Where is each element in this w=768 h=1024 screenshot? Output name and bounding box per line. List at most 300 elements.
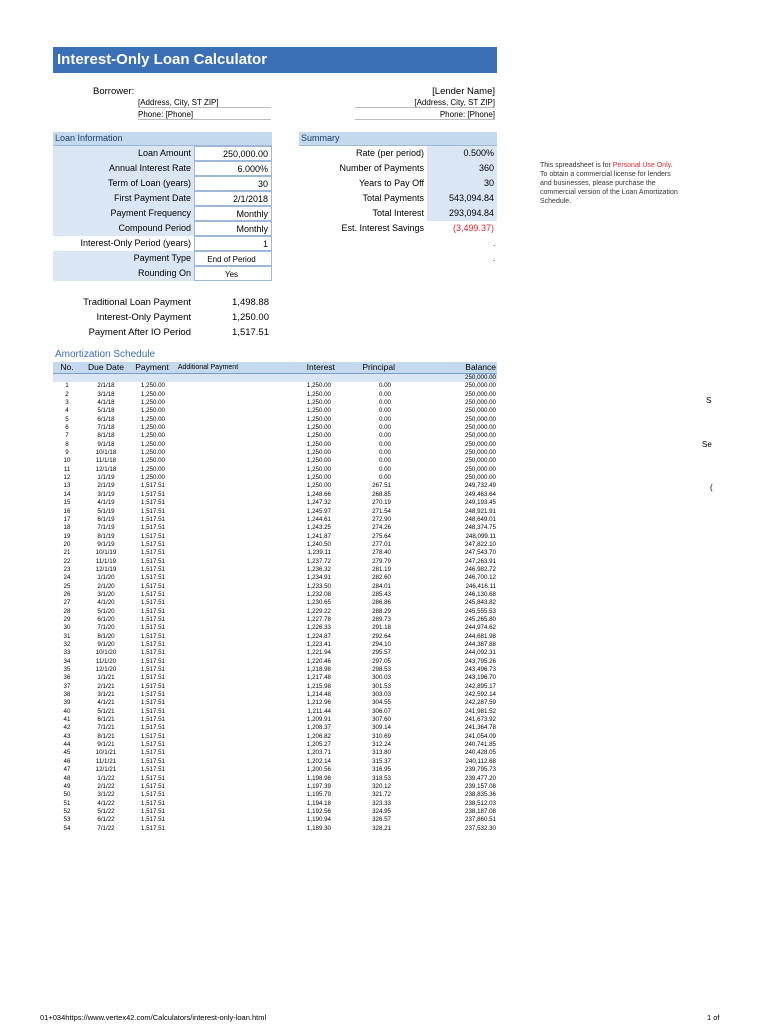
row-additional — [173, 699, 243, 707]
row-no: 16 — [63, 507, 71, 515]
personal-use-link[interactable]: Personal Use Only — [612, 162, 671, 169]
row-principal: 288.29 — [372, 607, 391, 615]
row-additional — [173, 432, 243, 440]
table-row — [53, 416, 497, 424]
row-due-date: 3/1/20 — [97, 590, 115, 598]
table-row — [53, 558, 497, 566]
row-no: 34 — [63, 657, 71, 665]
row-interest: 1,250.00 — [306, 457, 331, 465]
row-balance: 244,387.88 — [465, 641, 496, 648]
row-additional — [173, 825, 243, 833]
row-additional — [173, 783, 243, 791]
note-line3: and businesses, please purchase the — [540, 180, 656, 187]
row-principal: 312.24 — [372, 741, 391, 749]
row-principal: 274.26 — [372, 524, 391, 532]
row-due-date: 2/1/19 — [97, 482, 115, 490]
row-principal: 321.72 — [372, 791, 391, 799]
row-principal: 0.00 — [378, 432, 391, 440]
row-no: 26 — [63, 590, 71, 598]
row-interest: 1,240.50 — [306, 540, 331, 548]
row-no: 37 — [63, 682, 71, 690]
row-additional — [173, 541, 243, 549]
row-additional — [173, 391, 243, 399]
row-balance: 245,843.82 — [465, 599, 496, 607]
note-line2: To obtain a commercial license for lenders — [540, 171, 671, 178]
row-balance: 245,555.53 — [465, 607, 496, 615]
row-due-date: 10/1/20 — [95, 649, 117, 657]
row-payment: 1,517.51 — [140, 674, 165, 682]
row-no: 42 — [63, 724, 71, 732]
row-principal: 286.86 — [372, 599, 391, 607]
table-row — [53, 441, 497, 449]
row-principal: 281.19 — [372, 565, 391, 573]
row-additional — [173, 749, 243, 757]
note-line1-pre: This spreadsheet is for — [540, 162, 613, 169]
row-balance: 238,835.36 — [465, 791, 496, 799]
row-additional — [173, 508, 243, 516]
row-principal: 0.00 — [378, 415, 391, 423]
row-additional — [173, 566, 243, 574]
summary-row — [299, 161, 497, 176]
row-principal: 298.53 — [372, 666, 391, 674]
row-no: 51 — [63, 799, 71, 807]
loan-info-row — [53, 146, 272, 161]
row-no: 2 — [65, 390, 69, 398]
col-payment-header: Payment — [131, 362, 173, 374]
row-balance: 241,054.09 — [465, 732, 496, 740]
lender-name: [Lender Name] — [432, 86, 495, 97]
row-principal: 297.05 — [372, 657, 391, 665]
years-to-pay-off-value: 30 — [427, 176, 497, 191]
row-payment: 1,517.51 — [140, 816, 165, 824]
compound-period-select[interactable]: Monthly — [194, 221, 272, 236]
row-due-date: 5/1/21 — [97, 707, 115, 715]
table-row — [53, 382, 497, 390]
payment-row — [53, 310, 272, 325]
row-principal: 275.64 — [372, 532, 391, 540]
row-no: 14 — [63, 490, 71, 498]
row-additional — [173, 382, 243, 390]
row-due-date: 7/1/18 — [97, 424, 115, 432]
table-row — [53, 791, 497, 799]
row-no: 10 — [63, 457, 71, 465]
row-payment: 1,250.00 — [140, 424, 165, 432]
row-additional — [173, 791, 243, 799]
row-payment: 1,250.00 — [140, 399, 165, 407]
row-balance: 238,512.03 — [465, 799, 496, 807]
loan-term-label: Term of Loan (years) — [53, 176, 194, 191]
interest-rate-input[interactable]: 6.000% — [194, 161, 272, 176]
row-principal: 295.57 — [372, 649, 391, 657]
row-balance: 250,000.00 — [465, 449, 496, 457]
row-due-date: 5/1/19 — [97, 507, 115, 515]
note-line4: commercial version of the Loan Amortization — [540, 189, 678, 196]
loan-term-input[interactable]: 30 — [194, 176, 272, 191]
row-balance: 244,092.31 — [465, 649, 496, 657]
payment-frequency-select[interactable]: Monthly — [194, 206, 272, 221]
row-payment: 1,517.51 — [140, 574, 165, 582]
row-balance: 240,428.05 — [465, 749, 496, 757]
table-row — [53, 391, 497, 399]
row-payment: 1,517.51 — [140, 490, 165, 498]
row-due-date: 2/1/18 — [97, 382, 115, 390]
row-additional — [173, 624, 243, 632]
row-no: 27 — [63, 599, 71, 607]
row-principal: 0.00 — [378, 457, 391, 465]
table-row — [53, 449, 497, 457]
row-due-date: 4/1/21 — [97, 699, 115, 707]
row-interest: 1,211.44 — [307, 707, 331, 715]
row-interest: 1,206.82 — [306, 732, 331, 740]
row-interest: 1,250.00 — [306, 474, 331, 482]
row-additional — [173, 691, 243, 699]
row-no: 39 — [63, 699, 71, 707]
row-due-date: 6/1/22 — [97, 816, 115, 824]
row-principal: 285.43 — [372, 590, 391, 598]
table-row — [53, 466, 497, 474]
table-row — [53, 474, 497, 482]
row-no: 18 — [63, 524, 71, 532]
table-row — [53, 691, 497, 699]
row-due-date: 1/1/21 — [97, 674, 115, 682]
table-row — [53, 641, 497, 649]
footer-url: 01+034https://www.vertex42.com/Calculators/interest-only-loan.html — [40, 1013, 267, 1022]
row-additional — [173, 808, 243, 816]
traditional-payment-label: Traditional Loan Payment — [83, 297, 191, 308]
row-no: 12 — [63, 474, 71, 482]
row-due-date: 12/1/18 — [95, 465, 117, 473]
row-no: 8 — [65, 440, 69, 448]
row-balance: 245,265.80 — [465, 615, 496, 623]
col-interest-header: Interest — [243, 362, 339, 374]
loan-info-row — [53, 266, 272, 281]
row-interest: 1,223.41 — [306, 641, 331, 648]
table-row — [53, 616, 497, 624]
row-additional — [173, 766, 243, 774]
schedule-header-row — [53, 362, 497, 374]
row-principal: 289.73 — [372, 615, 391, 623]
row-principal: 0.00 — [378, 474, 391, 482]
row-due-date: 8/1/21 — [97, 732, 115, 740]
row-additional — [173, 524, 243, 532]
table-row — [53, 608, 497, 616]
row-additional — [173, 399, 243, 407]
row-payment: 1,250.00 — [140, 449, 165, 457]
row-principal: 304.55 — [372, 699, 391, 707]
row-no: 15 — [63, 499, 71, 507]
loan-info-row — [53, 221, 272, 236]
row-balance: 241,673.92 — [465, 716, 496, 724]
row-interest: 1,218.98 — [306, 666, 331, 674]
dot-marker: . — [493, 239, 496, 248]
row-payment: 1,517.51 — [140, 624, 165, 632]
row-balance: 250,000.00 — [465, 399, 496, 407]
row-no: 36 — [63, 674, 71, 682]
row-no: 47 — [63, 766, 71, 774]
table-row — [53, 666, 497, 674]
row-principal: 323.33 — [372, 799, 391, 807]
summary-header: Summary — [299, 132, 497, 146]
loan-info-header: Loan Information — [53, 132, 272, 146]
row-additional — [173, 816, 243, 824]
row-payment: 1,517.51 — [140, 641, 165, 648]
row-due-date: 12/1/21 — [95, 766, 117, 774]
row-balance: 250,000.00 — [465, 382, 496, 390]
row-no: 7 — [65, 432, 69, 440]
table-row — [53, 583, 497, 591]
table-row — [53, 749, 497, 757]
total-payments-label: Total Payments — [362, 193, 424, 203]
row-additional — [173, 499, 243, 507]
row-interest: 1,221.94 — [306, 649, 331, 657]
loan-info-row — [53, 176, 272, 191]
row-no: 45 — [63, 749, 71, 757]
table-row — [53, 566, 497, 574]
row-payment: 1,517.51 — [140, 549, 165, 557]
opening-balance: 250,000.00 — [465, 374, 496, 381]
cutoff-text: S — [706, 396, 712, 405]
loan-info-row — [53, 161, 272, 176]
loan-info-row — [53, 251, 272, 266]
row-additional — [173, 424, 243, 432]
row-interest: 1,220.46 — [306, 657, 331, 665]
table-row — [53, 482, 497, 490]
row-due-date: 3/1/21 — [97, 691, 115, 699]
row-principal: 307.60 — [372, 716, 391, 724]
row-additional — [173, 641, 243, 649]
rounding-select[interactable]: Yes — [194, 266, 272, 281]
row-balance: 248,099.11 — [465, 532, 496, 540]
row-additional — [173, 457, 243, 465]
payment-type-select[interactable]: End of Period — [194, 251, 272, 266]
table-row — [53, 633, 497, 641]
row-balance: 243,196.70 — [465, 674, 496, 682]
row-due-date: 12/1/19 — [95, 565, 117, 573]
row-interest: 1,236.32 — [306, 565, 331, 573]
row-principal: 309.14 — [372, 724, 391, 732]
row-payment: 1,517.51 — [140, 582, 165, 590]
table-row — [53, 432, 497, 440]
row-additional — [173, 466, 243, 474]
row-no: 19 — [63, 532, 71, 540]
row-payment: 1,250.00 — [140, 407, 165, 415]
table-row — [53, 708, 497, 716]
row-principal: 306.07 — [372, 707, 391, 715]
row-due-date: 6/1/20 — [97, 615, 115, 623]
row-payment: 1,517.51 — [140, 682, 165, 690]
row-no: 38 — [63, 691, 71, 699]
row-additional — [173, 516, 243, 524]
number-of-payments-label: Number of Payments — [339, 163, 424, 173]
row-payment: 1,517.51 — [140, 515, 165, 523]
table-row — [53, 775, 497, 783]
row-no: 49 — [63, 782, 71, 790]
io-payment-label: Interest-Only Payment — [96, 312, 191, 323]
rate-per-period-value: 0.500% — [427, 146, 497, 161]
row-due-date: 11/1/21 — [95, 757, 117, 765]
row-principal: 0.00 — [378, 449, 391, 457]
row-interest: 1,250.00 — [306, 440, 331, 448]
row-payment: 1,517.51 — [140, 532, 165, 540]
row-additional — [173, 407, 243, 415]
table-row — [53, 741, 497, 749]
row-interest: 1,203.71 — [306, 749, 331, 757]
row-principal: 324.95 — [372, 807, 391, 815]
row-payment: 1,250.00 — [140, 457, 165, 465]
payments-block — [53, 295, 272, 340]
table-row — [53, 399, 497, 407]
dot-marker: . — [493, 254, 496, 263]
row-interest: 1,250.00 — [306, 407, 331, 415]
borrower-address: [Address, City, ST ZIP] — [138, 98, 271, 108]
row-payment: 1,517.51 — [140, 732, 165, 740]
row-interest: 1,217.48 — [306, 674, 331, 682]
row-principal: 326.57 — [372, 816, 391, 824]
row-due-date: 6/1/18 — [97, 415, 115, 423]
row-interest: 1,229.22 — [306, 607, 331, 615]
row-additional — [173, 416, 243, 424]
loan-info-row — [53, 191, 272, 206]
table-row — [53, 783, 497, 791]
row-payment: 1,517.51 — [140, 499, 165, 507]
row-no: 11 — [63, 465, 71, 473]
row-due-date: 6/1/21 — [97, 716, 115, 724]
row-no: 35 — [63, 666, 71, 674]
loan-amount-label: Loan Amount — [53, 146, 194, 161]
row-interest: 1,250.00 — [306, 482, 331, 490]
row-due-date: 9/1/19 — [97, 540, 115, 548]
row-payment: 1,517.51 — [140, 565, 165, 573]
row-payment: 1,517.51 — [140, 749, 165, 757]
io-period-label: Interest-Only Period (years) — [53, 236, 194, 251]
row-additional — [173, 716, 243, 724]
total-interest-value: 293,094.84 — [427, 206, 497, 221]
row-balance: 238,187.08 — [465, 807, 496, 815]
row-balance: 239,477.20 — [465, 774, 496, 782]
row-principal: 318.53 — [372, 774, 391, 782]
total-payments-value: 543,094.84 — [427, 191, 497, 206]
row-no: 22 — [63, 557, 71, 565]
row-no: 28 — [63, 607, 71, 615]
row-no: 21 — [63, 549, 71, 557]
lender-address: [Address, City, ST ZIP] — [355, 98, 495, 108]
row-principal: 271.54 — [372, 507, 391, 515]
row-due-date: 8/1/18 — [97, 432, 115, 440]
col-principal-header: Principal — [339, 362, 399, 374]
io-period-input[interactable]: 1 — [194, 236, 272, 251]
loan-info-row — [53, 236, 272, 251]
row-due-date: 11/1/18 — [95, 457, 117, 465]
row-principal: 0.00 — [378, 465, 391, 473]
row-payment: 1,517.51 — [140, 557, 165, 565]
table-row — [53, 724, 497, 732]
row-interest: 1,230.65 — [306, 599, 331, 607]
row-no: 46 — [63, 757, 71, 765]
row-interest: 1,192.56 — [306, 807, 331, 815]
row-balance: 246,130.68 — [465, 590, 496, 598]
table-row — [53, 716, 497, 724]
io-payment-value: 1,250.00 — [232, 312, 269, 323]
table-row — [53, 649, 497, 657]
row-due-date: 2/1/21 — [97, 682, 115, 690]
row-payment: 1,517.51 — [140, 666, 165, 674]
row-payment: 1,517.51 — [140, 649, 165, 657]
row-due-date: 1/1/22 — [97, 774, 115, 782]
row-no: 48 — [63, 774, 71, 782]
row-due-date: 4/1/20 — [97, 599, 115, 607]
table-row — [53, 599, 497, 607]
row-principal: 316.95 — [372, 766, 391, 774]
row-balance: 244,681.98 — [465, 632, 496, 640]
row-no: 40 — [63, 707, 71, 715]
row-payment: 1,517.51 — [140, 590, 165, 598]
row-balance: 248,921.91 — [465, 507, 496, 515]
row-interest: 1,215.98 — [306, 682, 331, 690]
row-no: 41 — [63, 716, 71, 724]
row-due-date: 2/1/20 — [97, 582, 115, 590]
table-row — [53, 457, 497, 465]
row-interest: 1,202.14 — [306, 757, 331, 765]
row-principal: 279.79 — [372, 557, 391, 565]
row-additional — [173, 708, 243, 716]
row-balance: 250,000.00 — [465, 415, 496, 423]
row-due-date: 3/1/19 — [97, 490, 115, 498]
table-row — [53, 574, 497, 582]
row-additional — [173, 441, 243, 449]
row-balance: 250,000.00 — [465, 474, 496, 482]
row-balance: 244,974.62 — [465, 624, 496, 632]
col-no-header: No. — [53, 362, 81, 374]
row-additional — [173, 608, 243, 616]
row-payment: 1,250.00 — [140, 465, 165, 473]
row-interest: 1,250.00 — [306, 449, 331, 457]
row-additional — [173, 733, 243, 741]
row-interest: 1,250.00 — [306, 399, 331, 407]
row-principal: 294.10 — [372, 641, 391, 648]
summary-row — [299, 191, 497, 206]
table-row — [53, 508, 497, 516]
row-no: 30 — [63, 624, 71, 632]
row-additional — [173, 724, 243, 732]
table-row — [53, 699, 497, 707]
cutoff-text: Se — [702, 440, 712, 449]
total-interest-label: Total Interest — [372, 208, 424, 218]
table-row — [53, 591, 497, 599]
row-no: 25 — [63, 582, 71, 590]
first-payment-input[interactable]: 2/1/2018 — [194, 191, 272, 206]
table-row — [53, 816, 497, 824]
table-row — [53, 624, 497, 632]
table-row — [53, 733, 497, 741]
cutoff-text: ( — [710, 483, 713, 492]
table-row — [53, 549, 497, 557]
row-interest: 1,232.08 — [306, 590, 331, 598]
row-balance: 248,374.75 — [465, 524, 496, 532]
row-due-date: 10/1/21 — [95, 749, 117, 757]
schedule-table — [53, 362, 497, 833]
row-interest: 1,198.98 — [306, 774, 331, 782]
summary-table — [299, 146, 497, 236]
table-row — [53, 516, 497, 524]
borrower-label: Borrower: — [93, 86, 135, 97]
row-principal: 303.03 — [372, 691, 391, 699]
loan-amount-input[interactable]: 250,000.00 — [194, 146, 272, 161]
row-payment: 1,517.51 — [140, 691, 165, 699]
row-principal: 0.00 — [378, 407, 391, 415]
row-additional — [173, 800, 243, 808]
row-additional — [173, 758, 243, 766]
row-balance: 246,416.11 — [465, 582, 496, 590]
